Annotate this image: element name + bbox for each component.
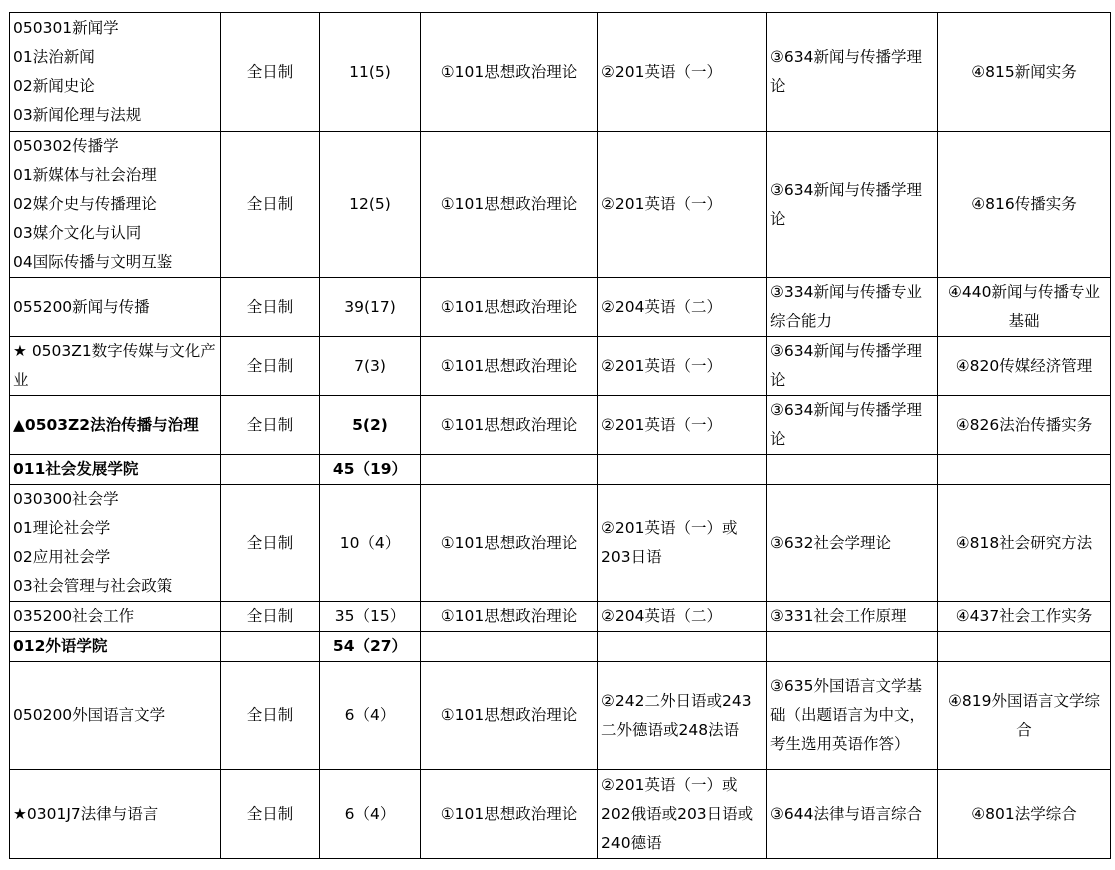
empty-cell [938,455,1111,485]
subject-specialty-1: ③634新闻与传播学理论 [767,132,938,278]
empty-cell [598,632,767,662]
subject-specialty-1: ③634新闻与传播学理论 [767,396,938,455]
subject-specialty-1: ③644法律与语言综合 [767,770,938,859]
program-row [10,662,1111,770]
research-direction: 03新闻伦理与法规 [13,106,142,124]
empty-cell [421,455,598,485]
program-row [10,132,1111,278]
enrollment-quota: 12(5) [320,132,421,278]
research-direction: 04国际传播与文明互鉴 [13,253,173,271]
program-row [10,770,1111,859]
subject-foreign-language: ②201英语（一）或203日语 [598,485,767,602]
subject-foreign-language: ②201英语（一） [598,13,767,132]
college-header-row [10,632,1111,662]
subject-specialty-2: ④437社会工作实务 [938,602,1111,632]
program-row [10,337,1111,396]
program-row [10,13,1111,132]
major-cell [10,396,221,455]
subject-specialty-1: ③634新闻与传播学理论 [767,13,938,132]
research-direction: 01法治新闻 [13,48,95,66]
major-title: 050302传播学 [13,137,119,155]
college-quota: 54（27） [320,632,421,662]
major-title: ★ 0503Z1数字传媒与文化产业 [13,342,216,389]
subject-specialty-2: ④826法治传播实务 [938,396,1111,455]
study-mode: 全日制 [221,278,320,337]
major-cell [10,337,221,396]
research-direction: 01新媒体与社会治理 [13,166,157,184]
enrollment-quota: 6（4） [320,770,421,859]
subject-specialty-2: ④819外国语言文学综合 [938,662,1111,770]
major-cell [10,13,221,132]
study-mode: 全日制 [221,770,320,859]
subject-foreign-language: ②201英语（一） [598,396,767,455]
subject-specialty-2: ④818社会研究方法 [938,485,1111,602]
major-title: ▲0503Z2法治传播与治理 [13,415,199,434]
enrollment-quota: 7(3) [320,337,421,396]
subject-foreign-language: ②242二外日语或243二外德语或248法语 [598,662,767,770]
empty-cell [598,455,767,485]
study-mode: 全日制 [221,132,320,278]
table-body [10,13,1111,859]
enrollment-quota: 39(17) [320,278,421,337]
program-row [10,602,1111,632]
empty-cell [421,632,598,662]
major-cell [10,278,221,337]
enrollment-quota: 6（4） [320,662,421,770]
research-direction: 02新闻史论 [13,77,95,95]
subject-specialty-1: ③635外国语言文学基础（出题语言为中文，考生选用英语作答） [767,662,938,770]
college-header-row [10,455,1111,485]
subject-specialty-2: ④820传媒经济管理 [938,337,1111,396]
study-mode: 全日制 [221,13,320,132]
study-mode [221,632,320,662]
major-cell [10,132,221,278]
subject-foreign-language: ②204英语（二） [598,278,767,337]
major-title: 035200社会工作 [13,607,135,625]
college-quota: 45（19） [320,455,421,485]
subject-specialty-1: ③632社会学理论 [767,485,938,602]
major-title: 055200新闻与传播 [13,297,150,316]
major-cell [10,770,221,859]
subject-politics: ①101思想政治理论 [421,337,598,396]
subject-politics: ①101思想政治理论 [421,662,598,770]
major-cell [10,662,221,770]
program-row [10,485,1111,602]
subject-politics: ①101思想政治理论 [421,396,598,455]
enrollment-quota: 5(2) [320,396,421,455]
empty-cell [938,632,1111,662]
major-cell [10,602,221,632]
major-title: ★0301J7法律与语言 [13,804,159,823]
subject-politics: ①101思想政治理论 [421,132,598,278]
empty-cell [767,632,938,662]
study-mode: 全日制 [221,485,320,602]
subject-foreign-language: ②201英语（一）或202俄语或203日语或 240德语 [598,770,767,859]
research-direction: 02应用社会学 [13,548,111,566]
research-direction: 01理论社会学 [13,519,111,537]
subject-foreign-language: ②204英语（二） [598,602,767,632]
college-name: 012外语学院 [10,632,221,662]
major-title: 050301新闻学 [13,19,119,37]
subject-specialty-2: ④815新闻实务 [938,13,1111,132]
subject-specialty-1: ③331社会工作原理 [767,602,938,632]
research-direction: 02媒介史与传播理论 [13,195,157,213]
subject-politics: ①101思想政治理论 [421,770,598,859]
subject-specialty-2: ④440新闻与传播专业基础 [938,278,1111,337]
study-mode [221,455,320,485]
study-mode: 全日制 [221,662,320,770]
study-mode: 全日制 [221,396,320,455]
subject-politics: ①101思想政治理论 [421,602,598,632]
major-cell [10,485,221,602]
major-title: 050200外国语言文学 [13,706,166,724]
research-direction: 03社会管理与社会政策 [13,577,173,595]
subject-politics: ①101思想政治理论 [421,13,598,132]
subject-specialty-1: ③334新闻与传播专业综合能力 [767,278,938,337]
research-direction: 03媒介文化与认同 [13,224,142,242]
empty-cell [767,455,938,485]
admissions-table [9,12,1111,859]
subject-politics: ①101思想政治理论 [421,278,598,337]
enrollment-quota: 35（15） [320,602,421,632]
program-row [10,396,1111,455]
study-mode: 全日制 [221,602,320,632]
subject-specialty-2: ④816传播实务 [938,132,1111,278]
college-name: 011社会发展学院 [10,455,221,485]
subject-politics: ①101思想政治理论 [421,485,598,602]
enrollment-quota: 10（4） [320,485,421,602]
subject-specialty-2: ④801法学综合 [938,770,1111,859]
major-title: 030300社会学 [13,490,119,508]
subject-specialty-1: ③634新闻与传播学理论 [767,337,938,396]
enrollment-quota: 11(5) [320,13,421,132]
study-mode: 全日制 [221,337,320,396]
subject-foreign-language: ②201英语（一） [598,132,767,278]
subject-foreign-language: ②201英语（一） [598,337,767,396]
program-row [10,278,1111,337]
